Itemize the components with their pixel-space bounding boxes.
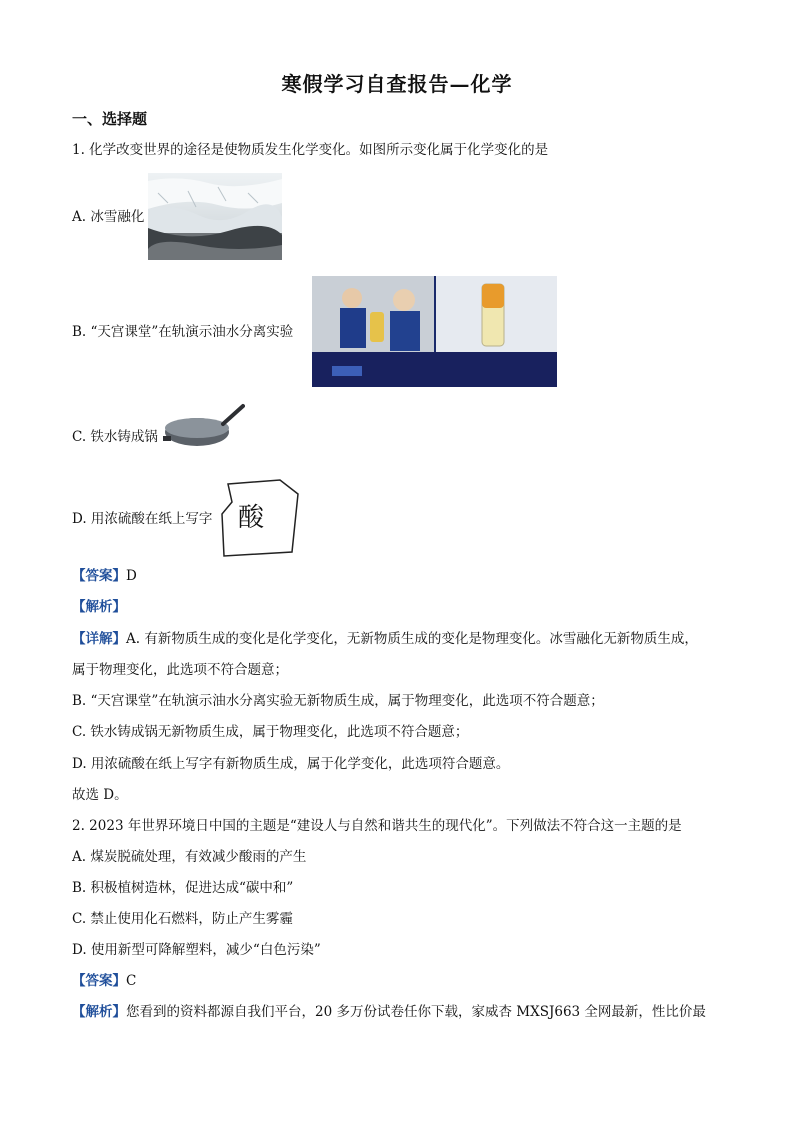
q1-option-a: A. 冰雪融化 <box>72 209 145 225</box>
detail-line-4: C. 铁水铸成锅无新物质生成，属于物理变化，此选项不符合题意； <box>72 724 469 740</box>
q2-option-c: C. 禁止使用化石燃料，防止产生雾霾 <box>72 911 293 927</box>
detail-line-2: 属于物理变化，此选项不符合题意； <box>72 662 288 678</box>
snow-melting-image <box>148 173 282 260</box>
answer-tag: 【答案】 <box>72 973 126 989</box>
detail-line-3: B. “天宫课堂”在轨演示油水分离实验无新物质生成，属于物理变化，此选项不符合题意； <box>72 693 604 709</box>
analysis-text: 您看到的资料都源自我们平台，20 多万份试卷任你下载，家威杏 MXSJ663 全网最新，性比价最 <box>126 1004 706 1020</box>
q1-option-c: C. 铁水铸成锅 <box>72 429 158 445</box>
q2-option-a: A. 煤炭脱硫处理，有效减少酸雨的产生 <box>72 849 307 865</box>
iron-wok-image <box>163 402 245 454</box>
q1-option-d: D. 用浓硫酸在纸上写字 <box>72 511 213 527</box>
detail-conclusion: 故选 D。 <box>72 787 128 803</box>
q2-answer <box>72 971 136 991</box>
analysis-tag: 【解析】 <box>72 599 126 615</box>
q2-option-b: B. 积极植树造林，促进达成“碳中和” <box>72 880 294 896</box>
q1-option-b: B. “天宫课堂”在轨演示油水分离实验 <box>72 324 294 340</box>
analysis-tag: 【解析】 <box>72 1004 126 1020</box>
page-title: 寒假学习自查报告—化学 <box>281 72 513 96</box>
q2-option-d: D. 使用新型可降解塑料，减少“白色污染” <box>72 942 321 958</box>
q2-stem: 2. 2023 年世界环境日中国的主题是“建设人与自然和谐共生的现代化”。下列做法不符合这一主题的是 <box>72 818 682 834</box>
q1-stem: 1. 化学改变世界的途径是使物质发生化学变化。如图所示变化属于化学变化的是 <box>72 142 549 158</box>
detail-tag: 【详解】 <box>72 631 126 647</box>
detail-line-1: 【详解】A. 有新物质生成的变化是化学变化，无新物质生成的变化是物理变化。冰雪融化无新物质生成， <box>72 631 698 647</box>
paper-char: 酸 <box>238 503 265 533</box>
answer-value: D <box>126 568 137 584</box>
answer-value: C <box>126 973 137 989</box>
detail-line-5: D. 用浓硫酸在纸上写字有新物质生成，属于化学变化，此选项符合题意。 <box>72 756 510 772</box>
q1-answer <box>72 566 137 586</box>
answer-tag: 【答案】 <box>72 568 126 584</box>
section-heading: 一、选择题 <box>72 110 148 128</box>
q2-analysis <box>72 1002 706 1022</box>
tiangong-classroom-image <box>312 276 557 387</box>
